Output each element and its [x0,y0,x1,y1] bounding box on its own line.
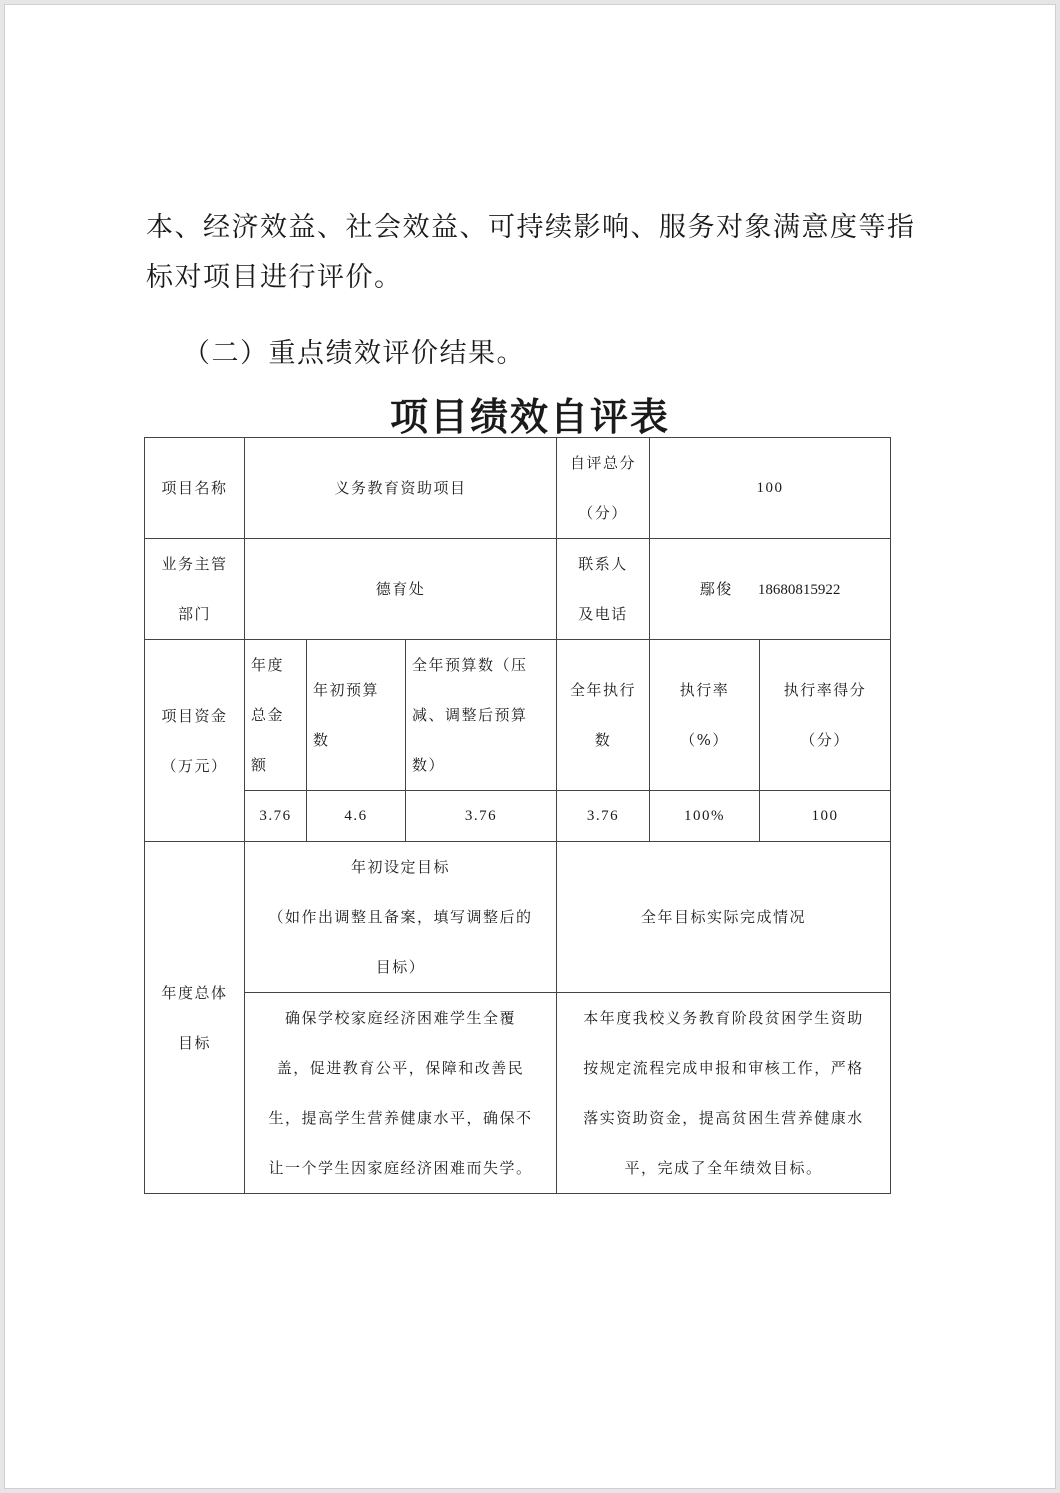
dept-value: 德育处 [245,539,557,640]
dept-label-line: 部门 [177,605,211,623]
text-line: 本年度我校义务教育阶段贫困学生资助 [583,1009,864,1027]
contact-label-line: 联系人 [578,555,628,573]
header-initial-budget [307,640,406,791]
goals-label-line: 年度总体 [161,983,228,1002]
value-initial-budget: 4.6 [307,791,406,842]
header-line: 数 [594,731,612,749]
project-name-value: 义务教育资助项目 [245,438,557,539]
header-line: 执行率 [679,681,730,699]
funds-label-line: 项目资金 [161,706,228,725]
header-line: 全年执行 [570,681,637,699]
table-row [145,993,891,1194]
contact-label [557,539,650,640]
score-value: 100 [650,438,891,539]
header-full-year-budget [406,640,557,791]
header-line: 全年预算数（压 [412,656,528,674]
header-line: 数） [412,756,446,774]
text-line: 按规定流程完成申报和审核工作，严格 [583,1059,864,1077]
header-line: （如作出调整且备案，填写调整后的 [268,908,533,926]
header-line: 年度 [251,656,285,674]
header-line: 执行率得分 [783,681,867,699]
funds-label [145,640,245,842]
contact-name: 鄢俊 [699,579,733,598]
text-line: 平，完成了全年绩效目标。 [624,1159,823,1177]
header-line: 数 [313,731,330,749]
text-line: 生，提高学生营养健康水平，确保不 [268,1109,533,1127]
table-row [145,791,891,842]
header-line: 总金 [251,706,285,724]
contact-phone: 18680815922 [757,581,841,598]
goals-label [145,842,245,1194]
score-label-line: （分） [578,504,628,522]
intro-line-1: 本、经济效益、社会效益、可持续影响、服务对象满意度等指 [146,212,916,243]
text-line: 让一个学生因家庭经济困难而失学。 [268,1159,533,1177]
header-exec-rate [650,640,760,791]
header-line: 减、调整后预算 [412,706,528,724]
text-line: 盖，促进教育公平，保障和改善民 [276,1059,525,1077]
goals-label-line: 目标 [177,1033,211,1052]
value-exec-rate: 100% [650,791,760,842]
score-label [557,438,650,539]
text-line: 落实资助资金，提高贫困生营养健康水 [583,1109,864,1127]
value-executed: 3.76 [557,791,650,842]
header-line: （分） [800,731,850,749]
header-line: （%） [680,731,729,749]
actual-header: 全年目标实际完成情况 [557,842,891,993]
dept-label-line: 业务主管 [161,555,228,573]
table-row [145,438,891,539]
contact-label-line: 及电话 [578,605,628,623]
header-line: 额 [251,756,268,774]
table-row [145,539,891,640]
dept-label [145,539,245,640]
value-exec-rate-score: 100 [760,791,891,842]
funds-label-line: （万元） [161,756,228,775]
value-full-year-budget: 3.76 [406,791,557,842]
value-annual-total: 3.76 [245,791,307,842]
header-executed [557,640,650,791]
initial-goal-text [245,993,557,1194]
header-line: 年初预算 [313,681,380,699]
table-row [145,640,891,791]
table-title: 项目绩效自评表 [389,394,670,439]
project-name-label: 项目名称 [145,438,245,539]
header-exec-rate-score [760,640,891,791]
header-line: 目标） [375,958,426,976]
intro-line-2: 标对项目进行评价。 [146,262,403,293]
contact-value [650,539,891,640]
actual-text [557,993,891,1194]
score-label-line: 自评总分 [570,454,637,472]
initial-goal-header [245,842,557,993]
header-line: 年初设定目标 [351,858,451,876]
text-line: 确保学校家庭经济困难学生全覆 [285,1009,517,1027]
performance-table [144,437,891,1194]
section-heading: （二）重点绩效评价结果。 [183,338,525,369]
header-annual-total [245,640,307,791]
table-row [145,842,891,993]
